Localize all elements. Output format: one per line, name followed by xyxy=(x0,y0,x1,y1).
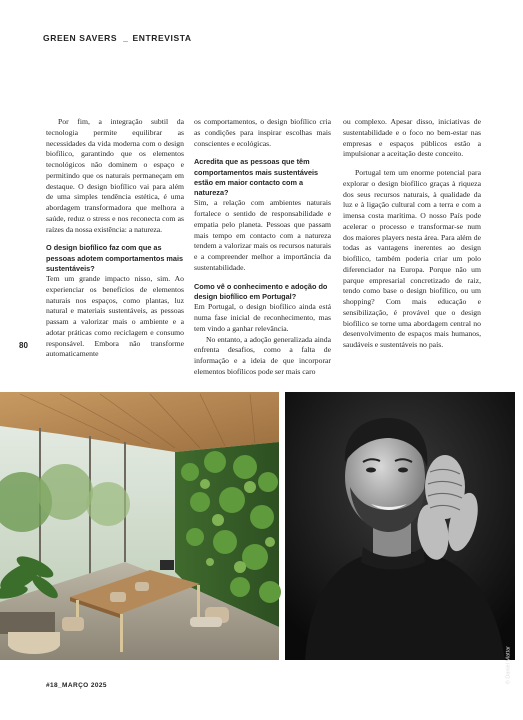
paragraph: No entanto, a adoção generalizada ainda enfrenta desafios, como a falta de informação e a ideia de que incorporar elementos biofílicos pode ser mais caro xyxy=(194,334,331,376)
paragraph: Portugal tem um enorme potencial para explorar o design biofílico graças à riqueza dos seus recursos naturais, à qualidade da luz e à ligação cultural com a terra e com a imensa costa marítima. O nosso País pode acelerar o processo e transformar-se num dos maiores players nesta área. Para além de todas as vantagens inerentes ao design biofílico, também poderia criar um polo diferenciador na Europa. Porque não um parque empresarial concretizado de raiz, tendo como base o design biofílico, ou um shopping? Com mais educação e sensibilização, é provável que o design biofílico se torne uma abordagem central no desenvolvimento de espaços mais humanos, saudáveis e sustentáveis no país. xyxy=(343,168,481,349)
header-separator: _ xyxy=(123,33,129,43)
running-header xyxy=(43,33,192,43)
interview-question: O design biofílico faz com que as pessoas adotem comportamentos mais sustentáveis? xyxy=(46,243,184,273)
text-column-2 xyxy=(194,117,331,378)
paragraph: Por fim, a integração subtil da tecnologia permite equilibrar as necessidades da vida moderna com o design biofílico, garantindo que os elementos tecnológicos não dominem o espaço e permitindo que os naturais permaneçam em destaque. O design biofílico vai para além de uma simples tendência estética, é uma abordagem transformadora que melhora a saúde, reduz o stress e nos reconecta com as raízes da nossa existência: a natureza. xyxy=(46,117,184,234)
brand-name: GREEN SAVERS xyxy=(43,33,118,43)
paragraph: os comportamentos, o design biofílico cria as condições para inspirar escolhas mais conscientes e ecológicas. xyxy=(194,117,331,148)
text-column-3 xyxy=(343,117,481,351)
paragraph: Tem um grande impacto nisso, sim. Ao experienciar os benefícios de elementos naturais nos espaços, como plantas, luz natural e materiais sustentáveis, as pessoas passam a valorizar mais o ambiente e a adotar práticas como reciclagem e consumo responsável. Embora não transforme automaticamente xyxy=(46,274,184,359)
photo-credit: © Daniel Mattar xyxy=(505,646,511,685)
office-interior-photo xyxy=(0,392,279,660)
issue-footer: #18_MARÇO 2025 xyxy=(46,682,107,689)
section-name: ENTREVISTA xyxy=(132,33,192,43)
interview-question: Como vê o conhecimento e adoção do design biofílico em Portugal? xyxy=(194,281,328,301)
paragraph: Sim, a relação com ambientes naturais fortalece o sentido de responsabilidade e empatia pelo planeta. Pessoas que passam mais tempo em contacto com a natureza tendem a valorizar mais os recursos naturais e a compreender melhor a importância da sustentabilidade. xyxy=(194,198,331,272)
text-column-1 xyxy=(46,117,184,360)
page-number: 80 xyxy=(19,341,28,350)
paragraph: ou complexo. Apesar disso, iniciativas de sustentabilidade e o foco no bem-estar nas empresas e espaços públicos estão a impulsionar a aceitação deste conceito. xyxy=(343,117,481,159)
paragraph: Em Portugal, o design biofílico ainda está numa fase inicial de reconhecimento, mas tem vindo a ganhar relevância. xyxy=(194,302,331,333)
interview-question: Acredita que as pessoas que têm comportamentos mais sustentáveis estão em maior contacto com a natureza? xyxy=(194,157,319,198)
portrait-photo xyxy=(285,392,515,685)
